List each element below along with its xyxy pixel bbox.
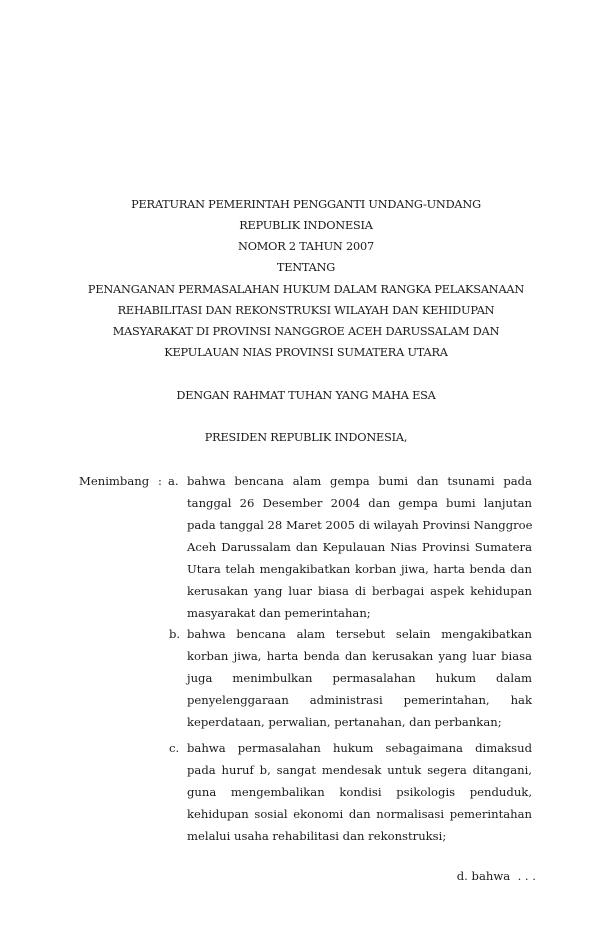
consideration-item-c — [187, 737, 532, 847]
item-marker-c: c. — [169, 741, 180, 755]
item-a-line: Utara telah mengakibatkan korban jiwa, harta benda dan — [187, 562, 532, 576]
item-a-line: kerusakan yang luar biasa di berbagai aspek kehidupan — [187, 584, 532, 598]
considerations-label: Menimbang — [79, 474, 150, 488]
item-c-line: melalui usaha rehabilitasi dan rekonstruksi; — [187, 829, 447, 843]
considerations-colon: : — [158, 474, 162, 488]
invocation-line: DENGAN RAHMAT TUHAN YANG MAHA ESA — [176, 389, 436, 402]
title-line-country: REPUBLIK INDONESIA — [239, 219, 373, 232]
item-c-line: bahwa permasalahan hukum sebagaimana dimaksud — [187, 741, 532, 755]
item-c-line: pada huruf b, sangat mendesak untuk segera ditangani, — [187, 763, 532, 777]
item-a-line: pada tanggal 28 Maret 2005 di wilayah Provinsi Nanggroe — [187, 518, 533, 532]
item-b-line: korban jiwa, harta benda dan kerusakan yang luar biasa — [187, 649, 532, 663]
item-c-line: kehidupan sosial ekonomi dan normalisasi pemerintahan — [187, 807, 532, 821]
item-a-line: Aceh Darussalam dan Kepulauan Nias Provinsi Sumatera — [187, 540, 532, 554]
item-a-line: masyarakat dan pemerintahan; — [187, 606, 371, 620]
title-line-subject-3: MASYARAKAT DI PROVINSI NANGGROE ACEH DARUSSALAM DAN — [112, 325, 500, 338]
item-marker-a: a. — [168, 474, 179, 488]
item-marker-b: b. — [169, 627, 181, 641]
title-line-about: TENTANG — [276, 261, 336, 274]
issuer-line: PRESIDEN REPUBLIK INDONESIA, — [204, 431, 408, 444]
item-b-line: keperdataan, perwalian, pertanahan, dan perbankan; — [187, 715, 502, 729]
item-b-line: juga menimbulkan permasalahan hukum dalam — [187, 671, 532, 685]
consideration-item-a — [187, 470, 532, 624]
page-continuation-marker: d. bahwa . . . — [456, 869, 536, 883]
title-line-number-year: NOMOR 2 TAHUN 2007 — [238, 240, 374, 253]
item-c-line: guna mengembalikan kondisi psikologis penduduk, — [187, 785, 532, 799]
title-line-subject-4: KEPULAUAN NIAS PROVINSI SUMATERA UTARA — [164, 346, 448, 359]
item-a-line: bahwa bencana alam gempa bumi dan tsunami pada — [187, 474, 532, 488]
item-b-line: penyelenggaraan administrasi pemerintahan, hak — [187, 693, 532, 707]
title-line-subject-2: REHABILITASI DAN REKONSTRUKSI WILAYAH DAN KEHIDUPAN — [117, 304, 495, 317]
item-b-line: bahwa bencana alam tersebut selain mengakibatkan — [187, 627, 532, 641]
item-a-line: tanggal 26 Desember 2004 dan gempa bumi lanjutan — [187, 496, 532, 510]
title-line-regulation-type: PERATURAN PEMERINTAH PENGGANTI UNDANG-UNDANG — [131, 198, 481, 211]
consideration-item-b — [187, 623, 532, 733]
title-line-subject-1: PENANGANAN PERMASALAHAN HUKUM DALAM RANGKA PELAKSANAAN — [87, 283, 525, 296]
